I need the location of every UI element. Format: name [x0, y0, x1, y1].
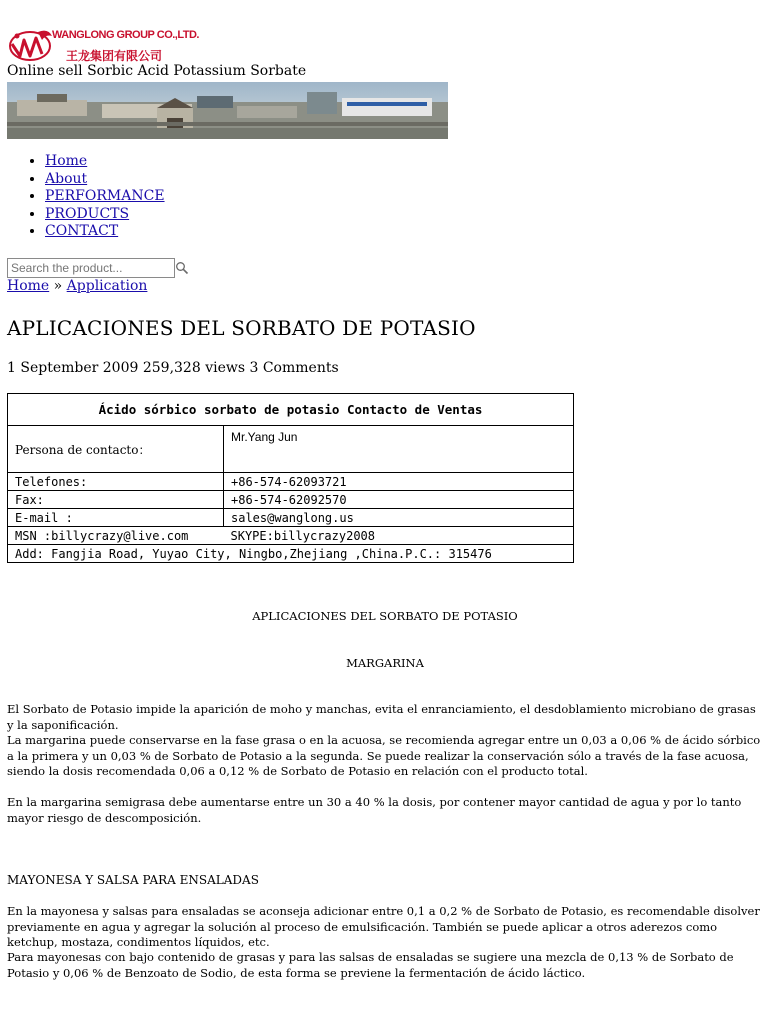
address: Add: Fangjia Road, Yuyao City, Ningbo,Zhejiang ,China.P.C.: 315476 [8, 545, 574, 563]
article-paragraph: En la margarina semigrasa debe aumentarse entre un 30 a 40 % la dosis, por contener mayor cantidad de agua y por lo tanto mayor riesgo de descomposición. [7, 795, 742, 825]
nav-link-performance[interactable]: PERFORMANCE [45, 188, 165, 204]
table-row [8, 426, 574, 473]
section-heading-margarina: MARGARINA [346, 656, 424, 670]
article-paragraph: El Sorbato de Potasio impide la aparición de moho y manchas, evita el enranciamiento, el desdoblamiento microbiano de grasas y la saponificación. [7, 702, 756, 732]
phone-label: Telefones: [8, 473, 224, 491]
breadcrumb-current-link[interactable]: Application [66, 278, 148, 294]
search-input[interactable] [7, 258, 175, 278]
search-icon[interactable] [175, 261, 189, 275]
nav-item-performance [45, 188, 165, 206]
dragon-logo-icon [8, 26, 56, 64]
contact-person-label: Persona de contacto： [8, 426, 224, 473]
skype-contact: SKYPE:billycrazy2008 [224, 527, 574, 545]
nav-item-about [45, 171, 165, 189]
article-paragraph: En la mayonesa y salsas para ensaladas se aconseja adicionar entre 0,1 a 0,2 % de Sorbato de Potasio, es recomendable disolver previamente en agua y agregar la solución al proceso de emulsificación. También se puede aplicar a otros aderezos como ketchup, mostaza, condimentos líquidos, etc. [7, 904, 760, 949]
article-heading: APLICACIONES DEL SORBATO DE POTASIO [252, 609, 518, 623]
email-label: E-mail : [8, 509, 224, 527]
table-row [8, 509, 574, 527]
section-heading-mayonesa: MAYONESA Y SALSA PARA ENSALADAS [7, 873, 259, 887]
email-value: sales@wanglong.us [224, 509, 574, 527]
nav-link-home[interactable]: Home [45, 153, 88, 169]
breadcrumb-separator: » [49, 278, 67, 294]
nav-link-about[interactable]: About [45, 170, 88, 187]
table-row [8, 473, 574, 491]
nav-item-products [45, 206, 165, 224]
nav-link-contact[interactable]: CONTACT [45, 223, 119, 239]
nav-item-home [45, 153, 165, 171]
sales-contact-table [7, 393, 574, 563]
table-heading: Ácido sórbico sorbato de potasio Contacto de Ventas [8, 394, 574, 426]
nav-link-products[interactable]: PRODUCTS [45, 205, 130, 222]
table-row [8, 527, 574, 545]
fax-label: Fax: [8, 491, 224, 509]
logo-company-name-en: WANGLONG GROUP CO.,LTD. [52, 29, 199, 41]
contact-person-value: Mr.Yang Jun [224, 426, 574, 473]
post-meta: 1 September 2009 259,328 views 3 Comments [7, 360, 339, 376]
msn-contact: MSN :billycrazy@live.com [8, 527, 224, 545]
fax-value: +86-574-62092570 [224, 491, 574, 509]
breadcrumb [7, 278, 147, 294]
factory-banner-image [7, 82, 448, 139]
site-tagline: Online sell Sorbic Acid Potassium Sorbate [7, 63, 307, 79]
nav-item-contact [45, 223, 165, 241]
table-row [8, 491, 574, 509]
main-nav [0, 153, 165, 241]
logo-company-name-cn: 王龙集团有限公司 [66, 49, 163, 63]
table-header-row [8, 394, 574, 426]
table-row [8, 545, 574, 563]
company-logo[interactable] [8, 26, 208, 66]
phone-value: +86-574-62093721 [224, 473, 574, 491]
page-title: APLICACIONES DEL SORBATO DE POTASIO [7, 316, 476, 340]
article-paragraph: Para mayonesas con bajo contenido de grasas y para las salsas de ensaladas se sugiere una mezcla de 0,13 % de Sorbato de Potasio y 0,06 % de Benzoato de Sodio, de esta forma se previene la fermentación de ácido láctico. [7, 950, 734, 980]
article-paragraph: La margarina puede conservarse en la fase grasa o en la acuosa, se recomienda agregar entre un 0,03 a 0,06 % de ácido sórbico a la primera y un 0,03 % de Sorbato de Potasio a la segunda. Se puede realizar la conservación sólo a través de la fase acuosa, siendo la dosis recomendada 0,06 a 0,12 % de Sorbato de Potasio en relación con el producto total. [7, 733, 761, 778]
breadcrumb-home-link[interactable]: Home [7, 278, 50, 294]
